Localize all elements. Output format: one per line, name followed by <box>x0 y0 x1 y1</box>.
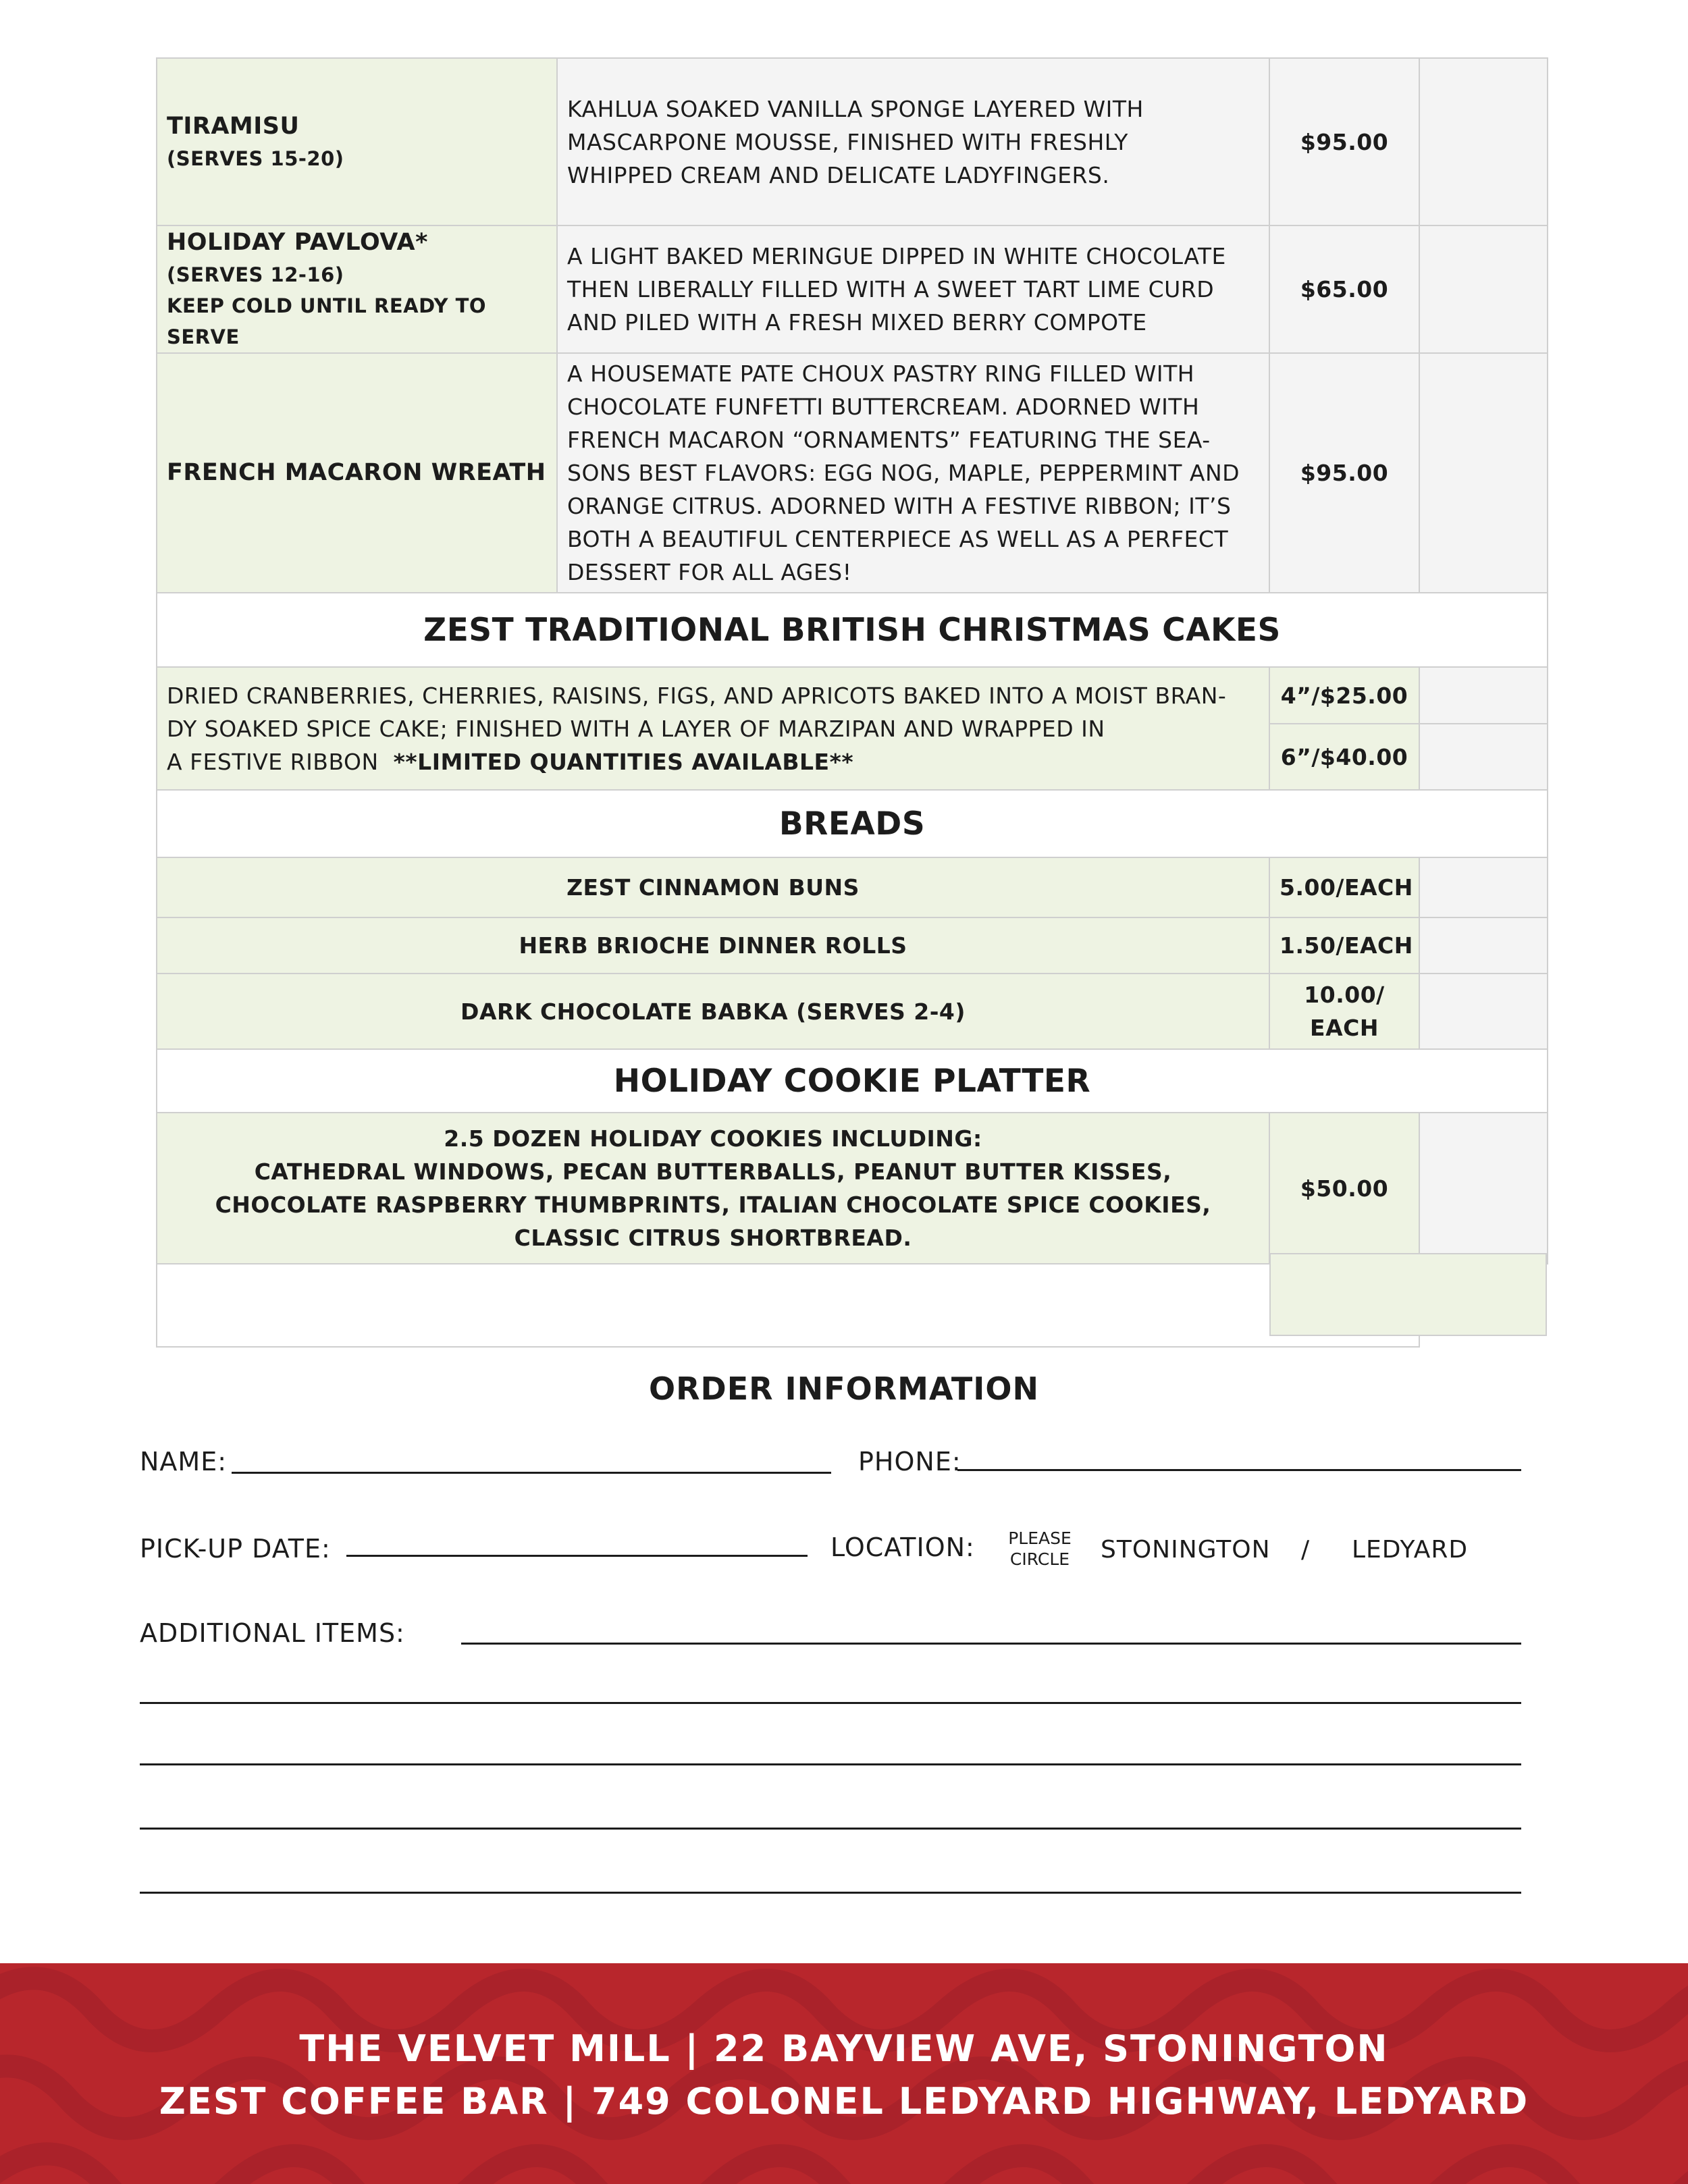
item-note: KEEP COLD UNTIL READY TO SERVE <box>167 294 487 348</box>
section-heading-row <box>157 1049 1548 1113</box>
section-heading-cookie-platter: HOLIDAY COOKIE PLATTER <box>157 1049 1548 1113</box>
please-circle-note: PLEASE CIRCLE <box>1008 1528 1072 1569</box>
christmas-cake-description: DRIED CRANBERRIES, CHERRIES, RAISINS, FIGS, AND APRICOTS BAKED INTO A MOIST BRAN- DY SOAKED SPICE CAKE; FINISHED WITH A LAYER OF MARZIPAN AND WRAPPED IN A FESTIVE RIBBON **LIMITED QUANTITIES AVAILABLE** <box>157 667 1269 790</box>
quantity-cell[interactable] <box>1419 667 1548 724</box>
quantity-cell[interactable] <box>1419 724 1548 790</box>
bread-name: DARK CHOCOLATE BABKA (SERVES 2-4) <box>157 974 1269 1049</box>
additional-items-line[interactable] <box>140 1828 1521 1830</box>
total-label <box>157 1264 1419 1347</box>
quantity-cell[interactable] <box>1419 917 1548 974</box>
item-name: TIRAMISU <box>167 112 300 140</box>
order-info-title: ORDER INFORMATION <box>648 1370 1040 1407</box>
footer-address-zest-coffee-bar: ZEST COFFEE BAR | 749 COLONEL LEDYARD HIGHWAY, LEDYARD <box>159 2080 1529 2123</box>
additional-items-line[interactable] <box>140 1892 1521 1894</box>
christmas-cake-row <box>157 667 1548 724</box>
total-value-box[interactable] <box>1269 1253 1547 1336</box>
quantity-cell[interactable] <box>1419 353 1548 593</box>
additional-items-label: ADDITIONAL ITEMS: <box>140 1618 405 1648</box>
item-price: $95.00 <box>1269 353 1419 593</box>
item-name: HOLIDAY PAVLOVA* <box>167 229 428 256</box>
bread-price: 1.50/EACH <box>1269 917 1419 974</box>
quantity-cell[interactable] <box>1419 1113 1548 1264</box>
name-label: NAME: <box>140 1447 228 1476</box>
item-name: FRENCH MACARON WREATH <box>167 459 546 486</box>
menu-table <box>156 57 1548 1348</box>
bread-price: 5.00/EACH <box>1269 857 1419 917</box>
bread-row <box>157 917 1548 974</box>
menu-row-macaron-wreath <box>157 353 1548 593</box>
cake-size-4-price: 4”/$25.00 <box>1269 667 1419 724</box>
item-description: A HOUSEMATE PATE CHOUX PASTRY RING FILLED WITH CHOCOLATE FUNFETTI BUTTERCREAM. ADORNED WITH FRENCH MACARON “ORNAMENTS” FEATURING THE SEA- SONS BEST FLAVORS: EGG NOG, MAPLE, PEPPERMINT AND ORANGE CITRUS. ADORNED WITH A FESTIVE RIBBON; IT’S BOTH A BEAUTIFUL CENTERPIECE AS WELL AS A PERFECT DESSERT FOR ALL AGES! <box>557 353 1269 593</box>
footer-banner <box>0 1963 1688 2184</box>
item-name-cell <box>157 225 557 353</box>
bread-name: ZEST CINNAMON BUNS <box>157 857 1269 917</box>
cookie-platter-price: $50.00 <box>1269 1113 1419 1264</box>
item-price: $95.00 <box>1269 58 1419 225</box>
additional-items-line[interactable] <box>140 1763 1521 1765</box>
limited-note: **LIMITED QUANTITIES AVAILABLE** <box>393 748 854 775</box>
item-name-cell <box>157 58 557 225</box>
location-separator: / <box>1301 1536 1311 1564</box>
footer-pattern <box>0 1963 1688 2184</box>
cookie-platter-description: 2.5 DOZEN HOLIDAY COOKIES INCLUDING: CATHEDRAL WINDOWS, PECAN BUTTERBALLS, PEANUT BUTTER KISSES, CHOCOLATE RASPBERRY THUMBPRINTS, ITALIAN CHOCOLATE SPICE COOKIES, CLASSIC CITRUS SHORTBREAD. <box>157 1113 1269 1264</box>
section-heading-breads: BREADS <box>157 790 1548 857</box>
item-serves: (SERVES 15-20) <box>167 147 344 170</box>
item-name-cell <box>157 353 557 593</box>
additional-items-line[interactable] <box>140 1702 1521 1704</box>
section-heading-christmas-cakes: ZEST TRADITIONAL BRITISH CHRISTMAS CAKES <box>157 593 1548 667</box>
cake-size-6-price: 6”/$40.00 <box>1269 724 1419 790</box>
name-field-line[interactable] <box>232 1472 831 1474</box>
quantity-cell[interactable] <box>1419 974 1548 1049</box>
pickup-date-label: PICK-UP DATE: <box>140 1534 331 1564</box>
pickup-date-field-line[interactable] <box>346 1555 808 1557</box>
item-description: A LIGHT BAKED MERINGUE DIPPED IN WHITE CHOCOLATE THEN LIBERALLY FILLED WITH A SWEET TART LIME CURD AND PILED WITH A FRESH MIXED BERRY COMPOTE <box>557 225 1269 353</box>
bread-price: 10.00/ EACH <box>1269 974 1419 1049</box>
menu-row-pavlova <box>157 225 1548 353</box>
item-price: $65.00 <box>1269 225 1419 353</box>
location-option-stonington[interactable]: STONINGTON <box>1101 1536 1271 1564</box>
item-serves: (SERVES 12-16) <box>167 263 344 286</box>
bread-row <box>157 857 1548 917</box>
bread-name: HERB BRIOCHE DINNER ROLLS <box>157 917 1269 974</box>
location-option-ledyard[interactable]: LEDYARD <box>1352 1536 1469 1564</box>
bread-row <box>157 974 1548 1049</box>
phone-label: PHONE: <box>858 1447 961 1476</box>
location-label: LOCATION: <box>830 1533 975 1562</box>
additional-items-line[interactable] <box>461 1643 1521 1645</box>
menu-row-tiramisu <box>157 58 1548 225</box>
quantity-cell[interactable] <box>1419 857 1548 917</box>
phone-field-line[interactable] <box>957 1469 1521 1471</box>
quantity-cell[interactable] <box>1419 58 1548 225</box>
section-heading-row <box>157 790 1548 857</box>
item-description: KAHLUA SOAKED VANILLA SPONGE LAYERED WITH MASCARPONE MOUSSE, FINISHED WITH FRESHLY WHIPPED CREAM AND DELICATE LADYFINGERS. <box>557 58 1269 225</box>
quantity-cell[interactable] <box>1419 225 1548 353</box>
footer-address-velvet-mill: THE VELVET MILL | 22 BAYVIEW AVE, STONINGTON <box>299 2027 1389 2070</box>
cookie-platter-row <box>157 1113 1548 1264</box>
section-heading-row <box>157 593 1548 667</box>
